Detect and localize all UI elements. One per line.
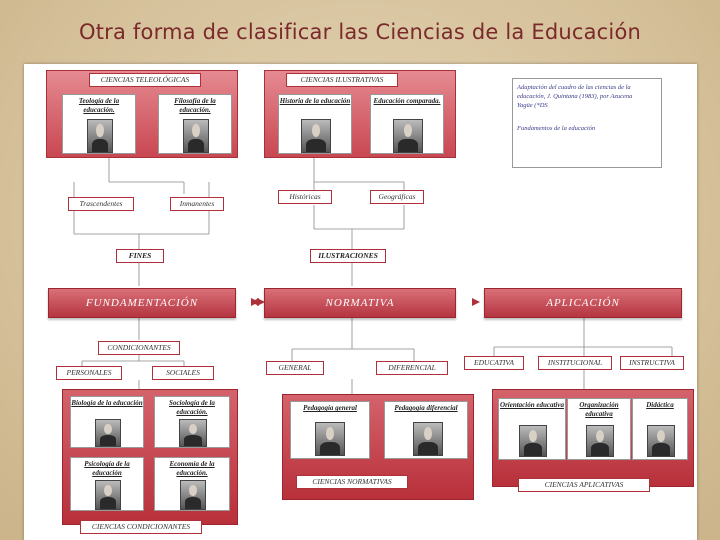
comparada-label: Educación comparada. — [373, 97, 441, 105]
historia-label: Historia de la educación — [279, 97, 351, 105]
historicas-label: Históricas — [278, 190, 332, 204]
orientacion-card — [498, 398, 566, 460]
fundamentacion-bar: FUNDAMENTACIÓN — [48, 288, 236, 318]
filosofia-label: Filosofía de la educación. — [174, 97, 216, 114]
portrait-image — [95, 419, 121, 447]
portrait-image — [87, 119, 113, 153]
ilustrativas-header: CIENCIAS ILUSTRATIVAS — [286, 73, 398, 87]
note-line: Fundamentos de la educación — [517, 125, 596, 132]
organizacion-label: Organización educativa — [579, 401, 619, 418]
source-note — [512, 78, 662, 168]
teleologicas-header: CIENCIAS TELEOLÓGICAS — [89, 73, 201, 87]
sociologia-label: Sociología de la educación. — [169, 399, 215, 416]
portrait-image — [301, 119, 331, 153]
didactica-card — [632, 398, 688, 460]
portrait-image — [519, 425, 547, 457]
didactica-label: Didáctica — [646, 401, 674, 409]
fines-label: FINES — [116, 249, 164, 263]
pedagogia-general-label: Pedagogía general — [303, 404, 357, 412]
diagram-panel — [24, 64, 697, 540]
psicologia-card — [70, 457, 144, 511]
normativa-bar: NORMATIVA — [264, 288, 456, 318]
sociologia-card — [154, 396, 230, 448]
sociales-label: SOCIALES — [152, 366, 214, 380]
pedagogia-general-card — [290, 401, 370, 459]
portrait-image — [180, 480, 206, 510]
portrait-image — [95, 480, 121, 510]
portrait-image — [393, 119, 423, 153]
portrait-image — [315, 422, 345, 456]
condicionantes-label: CONDICIONANTES — [98, 341, 180, 355]
geograficas-label: Geográficas — [370, 190, 424, 204]
general-label: GENERAL — [266, 361, 324, 375]
psicologia-label: Psicología de la educación — [84, 460, 130, 477]
condicionantes-footer: CIENCIAS CONDICIONANTES — [80, 520, 202, 534]
page-title: Otra forma de clasificar las Ciencias de la Educación — [78, 20, 642, 44]
portrait-image — [179, 419, 207, 447]
normativas-footer: CIENCIAS NORMATIVAS — [296, 475, 408, 489]
portrait-image — [183, 119, 209, 153]
biologia-card — [70, 396, 144, 448]
educativa-label: EDUCATIVA — [464, 356, 524, 370]
personales-label: PERSONALES — [56, 366, 122, 380]
pedagogia-diferencial-label: Pedagogía diferencial — [394, 404, 458, 412]
institucional-label: INSTITUCIONAL — [538, 356, 612, 370]
historia-card — [278, 94, 352, 154]
note-line: Yagüe (*DS — [517, 102, 548, 109]
biologia-label: Biología de la educación — [71, 399, 143, 407]
note-line: Adaptación del cuadro de las ciencias de la — [517, 84, 631, 91]
trascendentes-label: Trascendentes — [68, 197, 134, 211]
orientacion-label: Orientación educativa — [500, 401, 564, 409]
portrait-image — [413, 422, 443, 456]
portrait-image — [647, 425, 675, 457]
portrait-image — [586, 425, 614, 457]
filosofia-card — [158, 94, 232, 154]
pedagogia-diferencial-card — [384, 401, 468, 459]
aplicativas-footer: CIENCIAS APLICATIVAS — [518, 478, 650, 492]
inmanentes-label: Inmanentes — [170, 197, 224, 211]
comparada-card — [370, 94, 444, 154]
note-line: educación, J. Quintana (1983), por Azucena — [517, 93, 633, 100]
ilustraciones-label: ILUSTRACIONES — [310, 249, 386, 263]
economia-label: Economía de la educación. — [169, 460, 215, 477]
teologia-card — [62, 94, 136, 154]
instructiva-label: INSTRUCTIVA — [620, 356, 684, 370]
aplicacion-bar: APLICACIÓN — [484, 288, 682, 318]
organizacion-card — [567, 398, 631, 460]
teologia-label: Teología de la educación. — [78, 97, 120, 114]
diferencial-label: DIFERENCIAL — [376, 361, 448, 375]
economia-card — [154, 457, 230, 511]
